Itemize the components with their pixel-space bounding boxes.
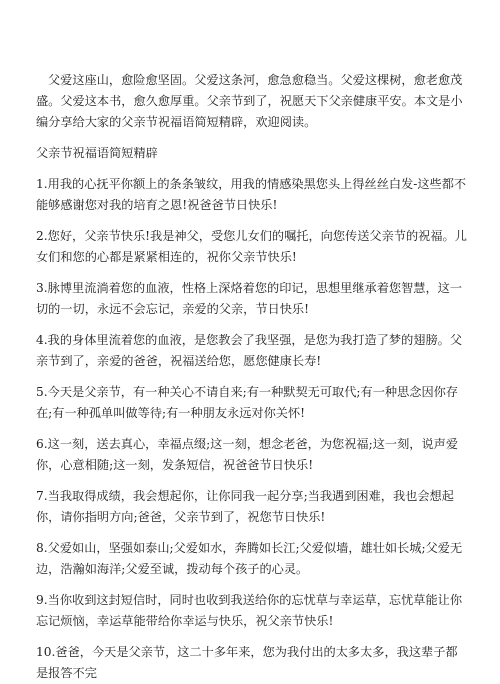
list-item: 2.您好，父亲节快乐!我是神父，受您儿女们的嘱托，向您传送父亲节的祝福。儿女们和您的心都是紧紧相连的，祝你父亲节快乐! <box>36 229 467 264</box>
list-item: 9.当你收到这封短信时，同时也收到我送给你的忘忧草与幸运草，忘忧草能让你忘记烦恼，幸运草能带给你幸运与快乐，祝父亲节快乐! <box>36 593 463 628</box>
list-item: 5.今天是父亲节，有一种关心不请自来;有一种默契无可取代;有一种思念因你存在;有一种孤单叫做等待;有一种朋友永远对你关怀! <box>36 385 459 420</box>
article-body <box>36 70 468 684</box>
list-item: 1.用我的心抚平你额上的条条皱纹，用我的情感染黑您头上得丝丝白发-这些都不能够感谢您对我的培育之恩!祝爸爸节日快乐! <box>36 177 467 212</box>
intro-paragraph: 父爱这座山，愈险愈坚固。父爱这条河，愈急愈稳当。父爱这棵树，愈老愈茂盛。父爱这本书，愈久愈厚重。父亲节到了，祝愿天下父亲健康平安。本文是小编分享给大家的父亲节祝福语简短精辟，欢迎阅读。 <box>36 73 463 129</box>
list-item: 7.当我取得成绩，我会想起你，让你同我一起分享;当我遇到困难，我也会想起你，请你指明方向;爸爸，父亲节到了，祝您节日快乐! <box>36 489 454 524</box>
list-item: 3.脉博里流淌着您的血液，性格上深烙着您的印记，思想里继承着您智慧，这一切的一切，永远不会忘记，亲爱的父亲，节日快乐! <box>36 281 463 316</box>
section-heading: 父亲节祝福语简短精辟 <box>36 146 158 160</box>
list-item: 8.父爱如山，坚强如泰山;父爱如水，奔腾如长江;父爱似墙，雄壮如长城;父爱无边，浩瀚如海洋;父爱至诚，拨动每个孩子的心灵。 <box>36 541 463 576</box>
list-item: 6.这一刻，送去真心，幸福点缀;这一刻，想念老爸，为您祝福;这一刻，说声爱你，心意相随;这一刻，发条短信，祝爸爸节日快乐! <box>36 437 459 472</box>
list-item: 10.爸爸，今天是父亲节，这二十多年来，您为我付出的太多太多，我这辈子都是报答不完 <box>36 645 458 680</box>
list-item: 4.我的身体里流着您的血液，是您教会了我坚强，是您为我打造了梦的翅膀。父亲节到了，亲爱的爸爸，祝福送给您，愿您健康长寿! <box>36 333 463 368</box>
